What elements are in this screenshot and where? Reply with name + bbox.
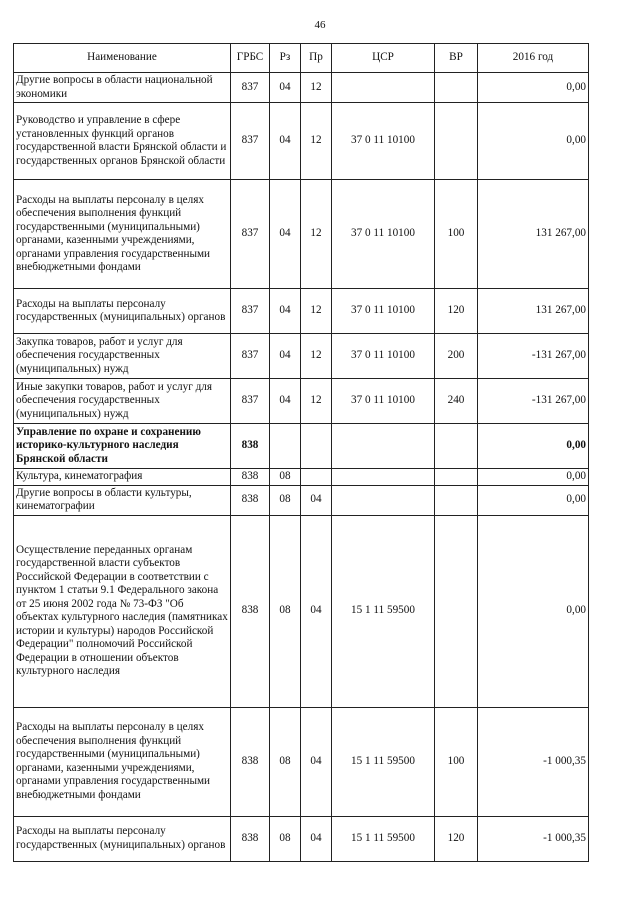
row-grbs-cell: 837 (231, 379, 270, 424)
row-pr-cell: 12 (301, 103, 332, 180)
row-csr-cell: 37 0 11 10100 (332, 103, 435, 180)
row-rz-cell: 04 (270, 334, 301, 379)
row-csr-cell: 15 1 11 59500 (332, 816, 435, 861)
row-name-cell: Управление по охране и сохранению историко-культурного наследия Брянской области (14, 424, 231, 469)
row-vr-cell (435, 515, 478, 707)
row-vr-cell: 200 (435, 334, 478, 379)
row-csr-cell: 15 1 11 59500 (332, 707, 435, 816)
table-row (14, 469, 589, 486)
row-amount-cell: 0,00 (478, 424, 589, 469)
row-rz-cell: 08 (270, 707, 301, 816)
row-pr-cell: 04 (301, 485, 332, 515)
row-rz-cell: 04 (270, 289, 301, 334)
row-name-cell: Другие вопросы в области культуры, кинематографии (14, 485, 231, 515)
row-rz-cell: 08 (270, 515, 301, 707)
table-row (14, 816, 589, 861)
row-rz-cell: 08 (270, 469, 301, 486)
row-pr-cell: 12 (301, 334, 332, 379)
row-name-cell: Культура, кинематография (14, 469, 231, 486)
row-pr-cell: 04 (301, 515, 332, 707)
row-vr-cell: 120 (435, 816, 478, 861)
row-csr-cell (332, 424, 435, 469)
row-rz-cell: 08 (270, 816, 301, 861)
row-amount-cell: -131 267,00 (478, 334, 589, 379)
row-rz-cell: 04 (270, 379, 301, 424)
table-row (14, 103, 589, 180)
row-amount-cell: 0,00 (478, 103, 589, 180)
row-amount-cell: -1 000,35 (478, 816, 589, 861)
row-pr-cell: 12 (301, 289, 332, 334)
row-csr-cell (332, 469, 435, 486)
row-vr-cell: 100 (435, 707, 478, 816)
row-grbs-cell: 838 (231, 485, 270, 515)
row-amount-cell: 0,00 (478, 469, 589, 486)
row-name-cell: Иные закупки товаров, работ и услуг для обеспечения государственных (муниципальных) нужд (14, 379, 231, 424)
row-rz-cell: 04 (270, 103, 301, 180)
row-name-cell: Руководство и управление в сфере установленных функций органов государственной власти Брянской области и государственных органов Брянской области (14, 103, 231, 180)
row-grbs-cell: 838 (231, 469, 270, 486)
row-vr-cell: 120 (435, 289, 478, 334)
row-name-cell: Расходы на выплаты персоналу в целях обеспечения выполнения функций государственными (муниципальными) органами, казенными учреждениями, органами управления государственными внебюджетными фондами (14, 707, 231, 816)
row-grbs-cell: 838 (231, 707, 270, 816)
column-header-vr: ВР (435, 44, 478, 73)
row-csr-cell: 37 0 11 10100 (332, 180, 435, 289)
row-grbs-cell: 837 (231, 334, 270, 379)
column-header-grbs: ГРБС (231, 44, 270, 73)
row-name-cell: Другие вопросы в области национальной экономики (14, 73, 231, 103)
row-pr-cell: 04 (301, 707, 332, 816)
row-csr-cell: 37 0 11 10100 (332, 334, 435, 379)
table-row (14, 424, 589, 469)
row-amount-cell: 131 267,00 (478, 180, 589, 289)
row-amount-cell: 0,00 (478, 515, 589, 707)
row-name-cell: Закупка товаров, работ и услуг для обеспечения государственных (муниципальных) нужд (14, 334, 231, 379)
row-csr-cell: 15 1 11 59500 (332, 515, 435, 707)
row-grbs-cell: 837 (231, 103, 270, 180)
table-row (14, 485, 589, 515)
column-header-rz: Рз (270, 44, 301, 73)
column-header-pr: Пр (301, 44, 332, 73)
column-header-amount: 2016 год (478, 44, 589, 73)
row-vr-cell: 240 (435, 379, 478, 424)
row-grbs-cell: 837 (231, 180, 270, 289)
row-vr-cell (435, 485, 478, 515)
row-name-cell: Расходы на выплаты персоналу государственных (муниципальных) органов (14, 816, 231, 861)
row-csr-cell (332, 73, 435, 103)
row-name-cell: Расходы на выплаты персоналу в целях обеспечения выполнения функций государственными (муниципальными) органами, казенными учреждениями, органами управления государственными внебюджетными фондами (14, 180, 231, 289)
row-pr-cell (301, 424, 332, 469)
row-grbs-cell: 837 (231, 73, 270, 103)
column-header-csr: ЦСР (332, 44, 435, 73)
row-vr-cell (435, 103, 478, 180)
row-rz-cell (270, 424, 301, 469)
row-grbs-cell: 838 (231, 816, 270, 861)
row-csr-cell (332, 485, 435, 515)
row-rz-cell: 08 (270, 485, 301, 515)
row-rz-cell: 04 (270, 180, 301, 289)
row-pr-cell (301, 469, 332, 486)
row-vr-cell: 100 (435, 180, 478, 289)
row-pr-cell: 12 (301, 180, 332, 289)
table-row (14, 73, 589, 103)
row-grbs-cell: 838 (231, 424, 270, 469)
row-pr-cell: 12 (301, 379, 332, 424)
table-row (14, 515, 589, 707)
table-row (14, 289, 589, 334)
table-row (14, 180, 589, 289)
row-amount-cell: -1 000,35 (478, 707, 589, 816)
row-vr-cell (435, 424, 478, 469)
header-row (14, 44, 589, 73)
column-header-name: Наименование (14, 44, 231, 73)
row-csr-cell: 37 0 11 10100 (332, 379, 435, 424)
row-amount-cell: 131 267,00 (478, 289, 589, 334)
table-row (14, 334, 589, 379)
row-vr-cell (435, 469, 478, 486)
row-vr-cell (435, 73, 478, 103)
table-body (14, 73, 589, 862)
row-grbs-cell: 837 (231, 289, 270, 334)
row-amount-cell: 0,00 (478, 73, 589, 103)
row-name-cell: Расходы на выплаты персоналу государственных (муниципальных) органов (14, 289, 231, 334)
table-row (14, 379, 589, 424)
table-row (14, 707, 589, 816)
row-amount-cell: 0,00 (478, 485, 589, 515)
budget-table (13, 43, 589, 862)
row-pr-cell: 12 (301, 73, 332, 103)
row-grbs-cell: 838 (231, 515, 270, 707)
row-name-cell: Осуществление переданных органам государственной власти субъектов Российской Федерации в соответствии с пунктом 1 статьи 9.1 Федерального закона от 25 июня 2002 года № 73-ФЗ "Об объектах культурного наследия (памятниках истории и культуры) народов Российской Федерации" полномочий Российской Федерации в отношении объектов культурного наследия (14, 515, 231, 707)
row-csr-cell: 37 0 11 10100 (332, 289, 435, 334)
page-number: 46 (314, 19, 326, 31)
row-amount-cell: -131 267,00 (478, 379, 589, 424)
row-rz-cell: 04 (270, 73, 301, 103)
row-pr-cell: 04 (301, 816, 332, 861)
